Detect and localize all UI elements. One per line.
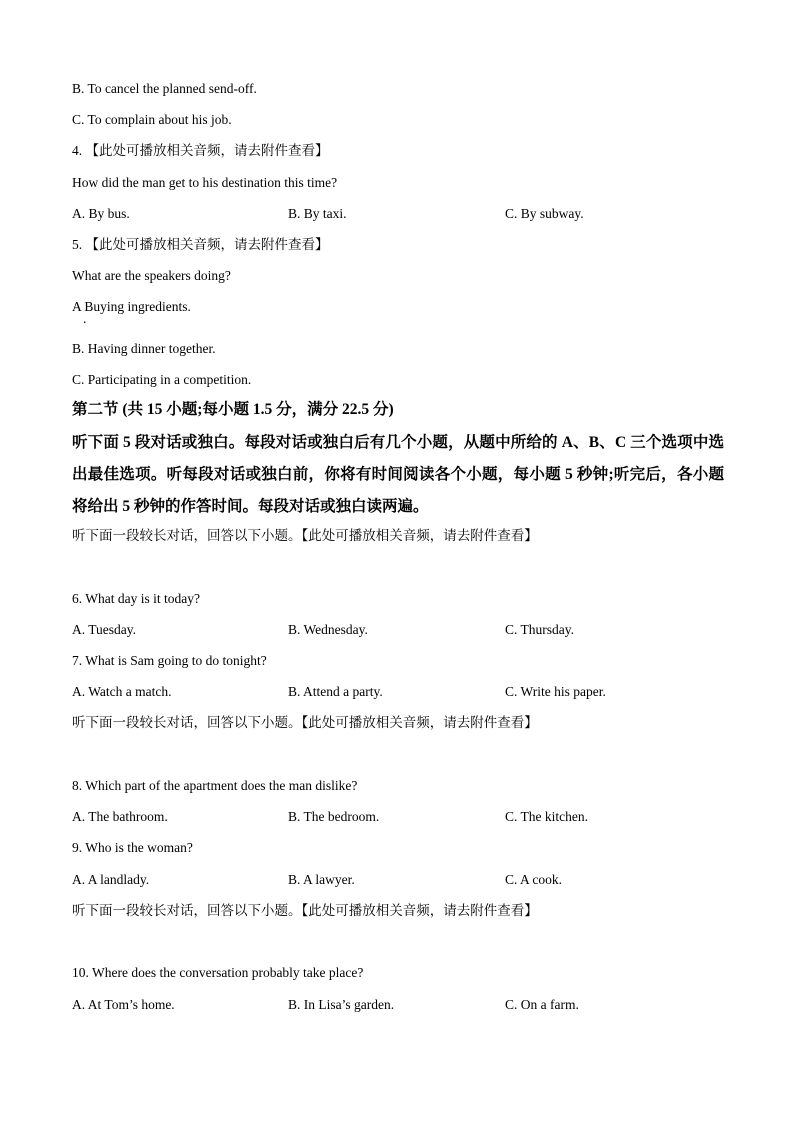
q8-options — [72, 809, 722, 825]
q10-options — [72, 997, 722, 1013]
q8-question: 8. Which part of the apartment does the man dislike? — [72, 778, 358, 793]
q4-question: How did the man get to his destination this time? — [72, 175, 338, 190]
q4-option-c: C. By subway. — [505, 206, 584, 221]
q9-question: 9. Who is the woman? — [72, 840, 193, 855]
q6-option-c: C. Thursday. — [505, 622, 574, 637]
q6-option-a: A. Tuesday. — [72, 622, 137, 637]
q7-option-c: C. Write his paper. — [505, 684, 606, 699]
q9-option-c: C. A cook. — [505, 872, 563, 887]
q5-option-c: C. Participating in a competition. — [72, 372, 252, 387]
q3-option-c: C. To complain about his job. — [72, 112, 232, 127]
section-2-heading: 第二节 (共 15 小题;每小题 1.5 分，满分 22.5 分) — [72, 401, 394, 418]
q10-option-c: C. On a farm. — [505, 997, 579, 1012]
q3-option-b: B. To cancel the planned send-off. — [72, 81, 257, 96]
q8-option-c: C. The kitchen. — [505, 809, 588, 824]
q7-options — [72, 684, 722, 700]
q7-question: 7. What is Sam going to do tonight? — [72, 653, 267, 668]
q8-option-a: A. The bathroom. — [72, 809, 168, 824]
q4-option-b: B. By taxi. — [288, 206, 347, 221]
q4-options — [72, 206, 722, 222]
q4-number-audio-note: 4. 【此处可播放相关音频，请去附件查看】 — [72, 143, 329, 158]
q6-options — [72, 622, 722, 638]
q8-option-b: B. The bedroom. — [288, 809, 380, 824]
q10-question: 10. Where does the conversation probably take place? — [72, 965, 364, 980]
q4-option-a: A. By bus. — [72, 206, 130, 221]
q9-options — [72, 872, 722, 888]
q6-question: 6. What day is it today? — [72, 591, 200, 606]
dialogue-prompt-2: 听下面一段较长对话，回答以下小题。【此处可播放相关音频，请去附件查看】 — [72, 715, 538, 730]
dialogue-prompt-3: 听下面一段较长对话，回答以下小题。【此处可播放相关音频，请去附件查看】 — [72, 903, 538, 918]
q5-option-a: A Buying ingredients. — [72, 299, 191, 314]
section-2-instructions: 听下面 5 段对话或独白。每段对话或独白后有几个小题，从题中所给的 A、B、C 三个选项中选出最佳选项。听每段对话或独白前，你将有时间阅读各个小题，每小题 5 秒钟;听完后，各小题将给出 5 秒钟的作答时间。每段对话或独白读两遍。 — [72, 434, 724, 515]
q5-question: What are the speakers doing? — [72, 268, 231, 283]
q7-option-a: A. Watch a match. — [72, 684, 172, 699]
q9-option-a: A. A landlady. — [72, 872, 150, 887]
q9-option-b: B. A lawyer. — [288, 872, 355, 887]
dialogue-prompt-1: 听下面一段较长对话，回答以下小题。【此处可播放相关音频，请去附件查看】 — [72, 528, 538, 543]
q5-number-audio-note: 5. 【此处可播放相关音频，请去附件查看】 — [72, 237, 329, 252]
q10-option-a: A. At Tom’s home. — [72, 997, 175, 1012]
q6-option-b: B. Wednesday. — [288, 622, 368, 637]
q10-option-b: B. In Lisa’s garden. — [288, 997, 395, 1012]
q5-option-a-dot: . — [83, 311, 87, 326]
q7-option-b: B. Attend a party. — [288, 684, 383, 699]
q5-option-b: B. Having dinner together. — [72, 341, 216, 356]
